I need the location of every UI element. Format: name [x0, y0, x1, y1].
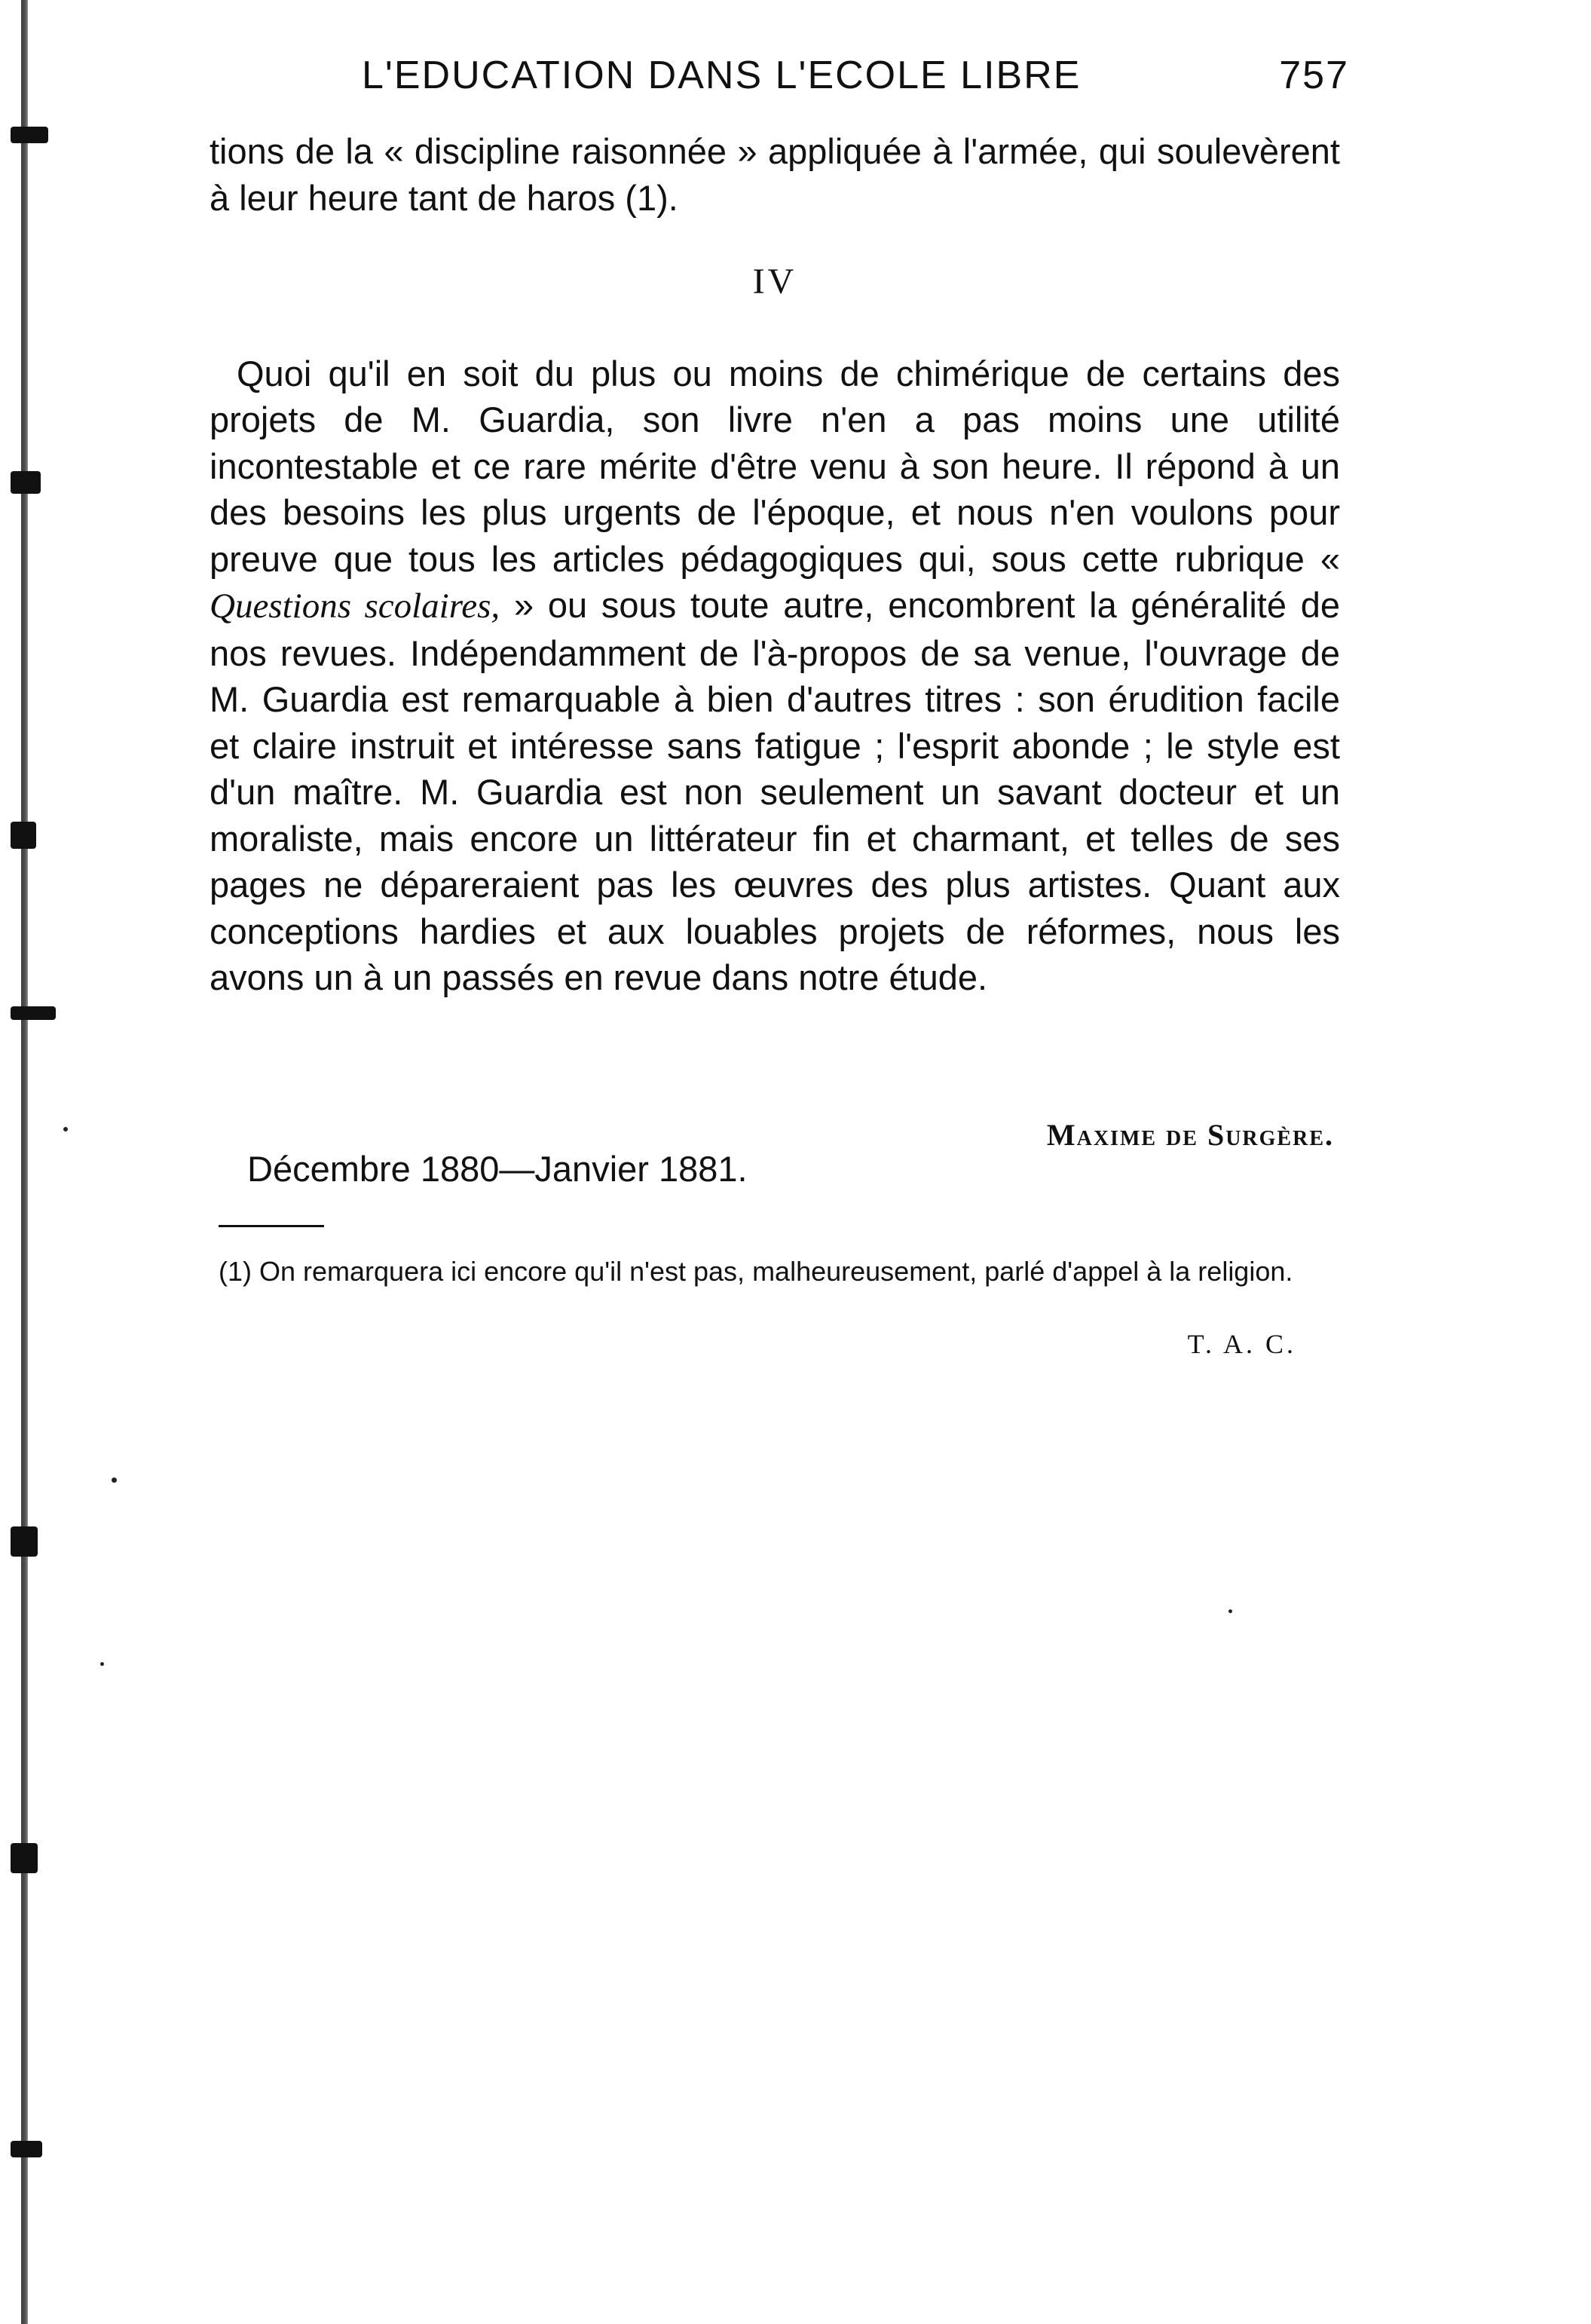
edge-mark [11, 1843, 38, 1873]
scan-speck [63, 1127, 68, 1131]
main-paragraph [210, 351, 1340, 1001]
edge-mark [11, 822, 36, 849]
page-number: 757 [1279, 54, 1349, 97]
main-paragraph-part1: Quoi qu'il en soit du plus ou moins de chimérique de certains des projets de M. Guardia, son livre n'en a pas moins une utilité incontestable et ce rare mérite d'être venu à son heure. Il répond à un des besoins les plus urgents de l'époque, et nous n'en voulons pour preuve que tous les articles pédagogiques qui, sous cette rubrique « [210, 353, 1340, 579]
footnote: (1) On remarquera ici encore qu'il n'est pas, malheureusement, parlé d'appel à la religion. [219, 1256, 1293, 1287]
section-number: IV [752, 262, 797, 302]
dateline: Décembre 1880—Janvier 1881. [247, 1149, 748, 1189]
footnote-rule [219, 1225, 324, 1227]
main-paragraph-part2: » ou sous toute autre, encombrent la généralité de nos revues. Indépendamment de l'à-propos de sa venue, l'ouvrage de M. Guardia est remarquable à bien d'autres titres : son érudition facile et claire instruit et intéresse sans fatigue ; l'esprit abonde ; le style est d'un maître. M. Guardia est non seulement un savant docteur et un moraliste, mais encore un littérateur fin et charmant, et telles de ses pages ne dépareraient pas les œuvres des plus artistes. Quant aux conceptions hardies et aux louables projets de réformes, nous les avons un à un passés en revue dans notre étude. [210, 585, 1341, 997]
edge-mark [11, 2141, 42, 2157]
edge-mark [11, 471, 41, 494]
footnote-initials: T. A. C. [1187, 1329, 1296, 1359]
scan-speck [1228, 1609, 1232, 1613]
scan-speck [112, 1477, 117, 1483]
opening-paragraph: tions de la « discipline raisonnée » appliquée à l'armée, qui soulevèrent à leur heure tant de haros (1). [210, 131, 1340, 218]
edge-mark [11, 1526, 38, 1557]
edge-mark [11, 127, 48, 143]
running-head [362, 53, 1349, 106]
scan-speck [100, 1662, 104, 1666]
body-text [210, 128, 1340, 1001]
author-signature: Maxime de Surgère. [1046, 1118, 1334, 1152]
binding-edge [21, 0, 28, 2324]
edge-mark [11, 1006, 56, 1020]
running-head-title: L'EDUCATION DANS L'ECOLE LIBRE [362, 54, 1082, 97]
main-paragraph-italic: Questions scolaires, [210, 586, 500, 626]
